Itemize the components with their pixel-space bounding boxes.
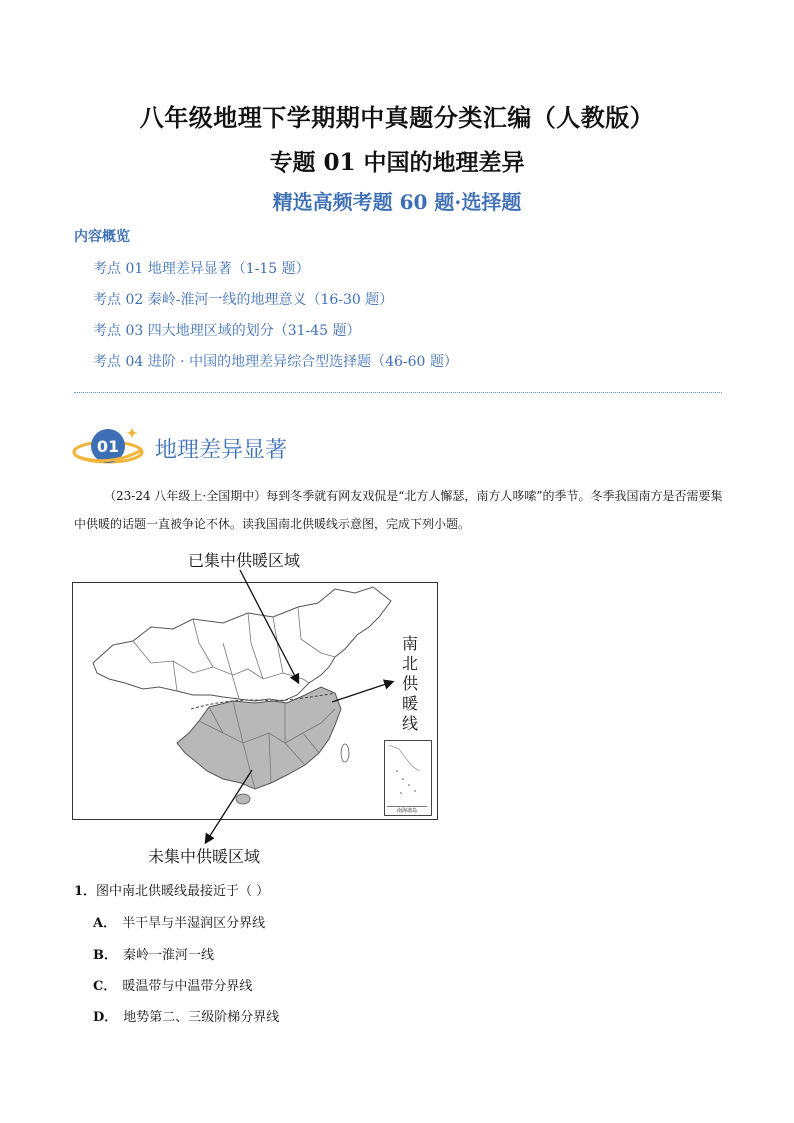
option-d[interactable] xyxy=(93,1006,279,1025)
outline-item-3[interactable]: 考点 03 四大地理区域的划分（31-45 题） xyxy=(93,323,361,339)
document-title: 八年级地理下学期期中真题分类汇编（人教版） xyxy=(139,103,655,132)
option-text: 暖温带与中温带分界线 xyxy=(122,979,253,994)
option-a[interactable] xyxy=(93,912,265,931)
subtitle: 精选高频考题 60 题·选择题 xyxy=(272,190,522,214)
option-letter: B． xyxy=(93,948,117,963)
option-b[interactable] xyxy=(93,944,214,963)
option-text: 半干旱与半湿润区分界线 xyxy=(122,916,266,931)
map-label-heated: 已集中供暖区域 xyxy=(188,551,301,570)
question-stem: 图中南北供暖线最接近于（ ） xyxy=(96,884,270,899)
section-badge-icon xyxy=(72,422,152,470)
section-title: 地理差异显著 xyxy=(155,438,288,463)
arrow-heated xyxy=(240,570,298,682)
heating-map-figure xyxy=(70,544,450,870)
arrow-heating-line xyxy=(332,682,392,702)
map-arrows xyxy=(70,544,450,870)
outline-item-2[interactable]: 考点 02 秦岭-淮河一线的地理意义（16-30 题） xyxy=(93,292,394,308)
question-1 xyxy=(74,880,269,899)
map-label-heating-line: 南北供暖线 xyxy=(401,634,418,733)
option-letter: A． xyxy=(93,916,117,931)
outline-item-4[interactable]: 考点 04 进阶 · 中国的地理差异综合型选择题（46-60 题） xyxy=(93,354,458,370)
option-letter: D． xyxy=(93,1010,118,1025)
outline-item-1[interactable]: 考点 01 地理差异显著（1-15 题） xyxy=(93,261,310,277)
passage-text: （23-24 八年级上·全国期中）每到冬季就有网友戏侃是“北方人懈瑟，南方人哆嗦”的季节。冬季我国南方是否需要集中供暖的话题一直被争论不休。读我国南北供暖线示意图，完成下列小题。 xyxy=(74,489,723,531)
arrow-unheated xyxy=(206,770,252,842)
map-label-unheated: 未集中供暖区域 xyxy=(148,847,261,866)
inset-label: 南海诸岛 xyxy=(387,806,427,814)
option-c[interactable] xyxy=(93,975,252,994)
overview-heading: 内容概览 xyxy=(74,229,130,245)
question-number: 1． xyxy=(74,884,97,899)
option-letter: C． xyxy=(93,979,117,994)
option-text: 秦岭一淮河一线 xyxy=(123,948,215,963)
section-badge-number: 01 xyxy=(96,437,120,456)
section-divider xyxy=(74,392,722,393)
topic-title: 专题 01 中国的地理差异 xyxy=(269,149,525,176)
option-text: 地势第二、三级阶梯分界线 xyxy=(123,1010,280,1025)
